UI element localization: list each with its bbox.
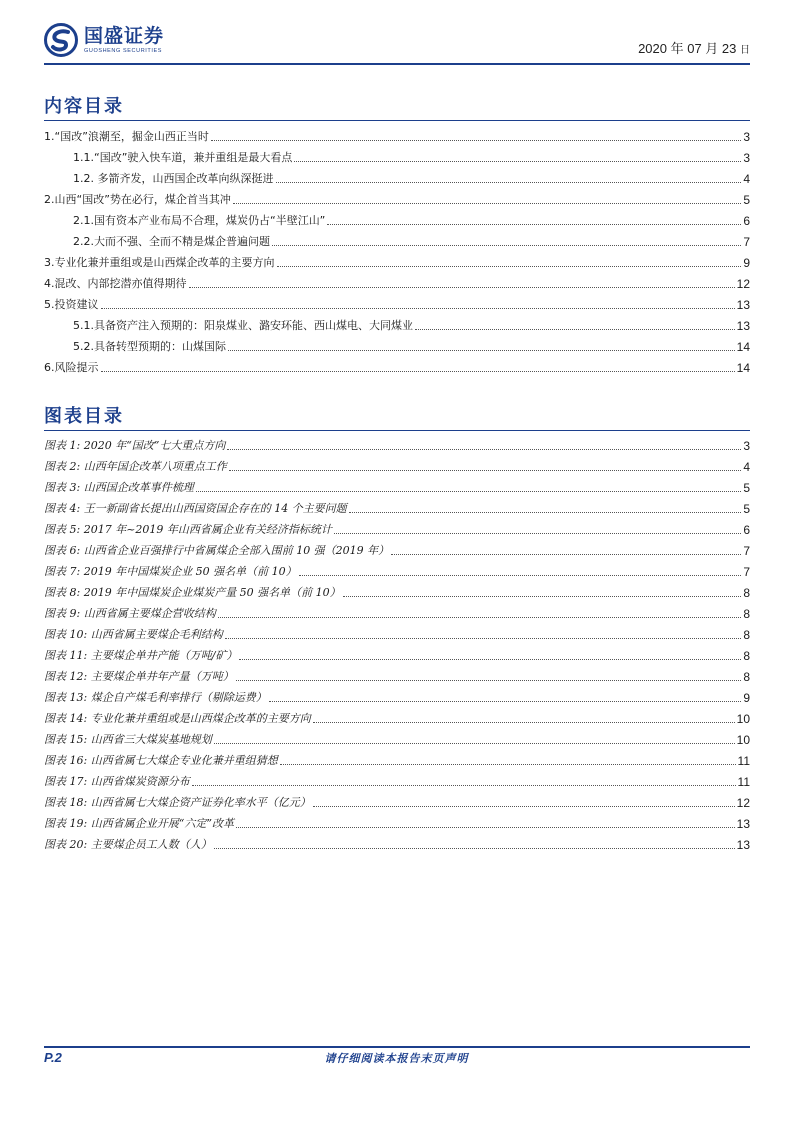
toc-entry-label: 2.2.大而不强、全而不精是煤企普遍问题 [73, 235, 270, 248]
figure-entry-page: 8 [743, 649, 750, 663]
toc-entry-label: 1.“国改”浪潮至，掘金山西正当时 [44, 130, 209, 143]
figure-entry-label: 图表 2: 山西年国企改革八项重点工作 [44, 460, 227, 473]
dot-leader [349, 512, 742, 513]
figure-entry[interactable] [44, 497, 750, 518]
toc-entry[interactable] [44, 125, 750, 146]
figure-entry[interactable] [44, 476, 750, 497]
toc-entry[interactable] [44, 293, 750, 314]
dot-leader [233, 203, 741, 204]
figure-entry[interactable] [44, 455, 750, 476]
dot-leader [211, 140, 741, 141]
figure-entry-label: 图表 18: 山西省属七大煤企资产证券化率水平（亿元） [44, 796, 311, 809]
figure-entry-page: 8 [743, 670, 750, 684]
figure-entry-page: 8 [743, 607, 750, 621]
figure-entry-page: 6 [743, 523, 750, 537]
figure-entry-page: 9 [743, 691, 750, 705]
figure-entry[interactable] [44, 770, 750, 791]
toc-entry[interactable] [44, 188, 750, 209]
toc-entry-page: 3 [743, 130, 750, 144]
dot-leader [229, 470, 742, 471]
dot-leader [236, 827, 735, 828]
figures-divider [44, 430, 750, 431]
toc-entry-label: 5.2.具备转型预期的：山煤国际 [73, 340, 226, 353]
figure-entry-page: 7 [743, 544, 750, 558]
figure-entry-label: 图表 11: 主要煤企单井产能（万吨/矿） [44, 649, 238, 662]
figure-entry-label: 图表 13: 煤企自产煤毛利率排行（剔除运费） [44, 691, 267, 704]
figures-list [44, 434, 750, 854]
dot-leader [299, 575, 742, 576]
toc-entry-page: 6 [743, 214, 750, 228]
toc-entry-label: 4.混改、内部挖潜亦值得期待 [44, 277, 187, 290]
figure-entry[interactable] [44, 686, 750, 707]
figure-entry-page: 10 [736, 733, 750, 747]
report-date-main: 2020 年 07 月 23 [638, 41, 737, 56]
figure-entry[interactable] [44, 707, 750, 728]
logo-name: 国盛证券 [84, 25, 165, 47]
figures-title: 图表目录 [44, 406, 124, 427]
toc-entry[interactable] [44, 146, 750, 167]
footer-divider [44, 1046, 750, 1048]
dot-leader [236, 680, 742, 681]
figure-entry[interactable] [44, 833, 750, 854]
toc-entry-label: 3.专业化兼并重组或是山西煤企改革的主要方向 [44, 256, 275, 269]
figure-entry-label: 图表 12: 主要煤企单井年产量（万吨） [44, 670, 234, 683]
toc-entry[interactable] [44, 167, 750, 188]
figure-entry-label: 图表 16: 山西省属七大煤企专业化兼并重组猜想 [44, 754, 278, 767]
toc-entry-label: 2.1.国有资本产业布局不合理，煤炭仍占“半壁江山” [73, 214, 326, 227]
figure-entry[interactable] [44, 581, 750, 602]
toc-entry[interactable] [44, 335, 750, 356]
toc-entry-label: 2.山西“国改”势在必行，煤企首当其冲 [44, 193, 231, 206]
figure-entry-label: 图表 6: 山西省企业百强排行中省属煤企全部入围前 10 强（2019 年） [44, 544, 390, 557]
figure-entry[interactable] [44, 623, 750, 644]
logo-icon [44, 23, 78, 57]
dot-leader [276, 182, 742, 183]
figure-entry-label: 图表 20: 主要煤企员工人数（人） [44, 838, 212, 851]
figure-entry-label: 图表 19: 山西省属企业开展“六定”改革 [44, 817, 234, 830]
header-divider [44, 63, 750, 65]
figure-entry-page: 13 [736, 838, 750, 852]
figure-entry[interactable] [44, 812, 750, 833]
report-date-suffix: 日 [740, 45, 750, 56]
toc-entry-label: 1.2. 多箭齐发，山西国企改革向纵深挺进 [73, 172, 274, 185]
figure-entry-page: 8 [743, 628, 750, 642]
dot-leader [343, 596, 742, 597]
figure-entry[interactable] [44, 791, 750, 812]
page-header [44, 20, 750, 60]
page-number: P.2 [44, 1050, 62, 1065]
dot-leader [101, 371, 735, 372]
dot-leader [228, 350, 735, 351]
figure-entry-page: 8 [743, 586, 750, 600]
toc-entry-page: 5 [743, 193, 750, 207]
figure-entry[interactable] [44, 434, 750, 455]
dot-leader [313, 806, 735, 807]
contents-list [44, 125, 750, 377]
figure-entry-page: 3 [743, 439, 750, 453]
toc-entry-page: 12 [736, 277, 750, 291]
figure-entry-label: 图表 10: 山西省属主要煤企毛利结构 [44, 628, 223, 641]
contents-divider [44, 120, 750, 121]
dot-leader [189, 287, 735, 288]
toc-entry-page: 14 [736, 361, 750, 375]
figure-entry-label: 图表 1: 2020 年“国改”七大重点方向 [44, 439, 226, 452]
report-date [638, 38, 750, 57]
toc-entry-page: 14 [736, 340, 750, 354]
figure-entry-label: 图表 17: 山西省煤炭资源分布 [44, 775, 190, 788]
figure-entry-label: 图表 14: 专业化兼并重组或是山西煤企改革的主要方向 [44, 712, 311, 725]
contents-title: 内容目录 [44, 96, 124, 117]
figure-entry-label: 图表 7: 2019 年中国煤炭企业 50 强名单（前 10） [44, 565, 297, 578]
toc-entry-page: 3 [743, 151, 750, 165]
figure-entry-page: 5 [743, 502, 750, 516]
figure-entry-page: 11 [737, 775, 750, 789]
toc-entry-page: 9 [743, 256, 750, 270]
toc-entry-label: 1.1.“国改”驶入快车道，兼并重组是最大看点 [73, 151, 293, 164]
figure-entry-label: 图表 5: 2017 年~2019 年山西省属企业有关经济指标统计 [44, 523, 332, 536]
dot-leader [269, 701, 742, 702]
toc-entry-page: 13 [736, 298, 750, 312]
toc-entry-page: 4 [743, 172, 750, 186]
figure-entry[interactable] [44, 518, 750, 539]
figure-entry-page: 7 [743, 565, 750, 579]
dot-leader [415, 329, 735, 330]
toc-entry-page: 13 [736, 319, 750, 333]
company-logo [44, 20, 164, 60]
dot-leader [225, 638, 742, 639]
disclaimer-text: 请仔细阅读本报告末页声明 [324, 1052, 469, 1065]
dot-leader [334, 533, 741, 534]
dot-leader [280, 764, 736, 765]
dot-leader [227, 449, 741, 450]
figure-entry-page: 11 [737, 754, 750, 768]
toc-entry[interactable] [44, 356, 750, 377]
figure-entry-page: 13 [736, 817, 750, 831]
figure-entry-label: 图表 9: 山西省属主要煤企营收结构 [44, 607, 216, 620]
figure-entry[interactable] [44, 539, 750, 560]
toc-entry[interactable] [44, 272, 750, 293]
figure-entry[interactable] [44, 749, 750, 770]
figure-entry[interactable] [44, 644, 750, 665]
dot-leader [294, 161, 741, 162]
figure-entry-label: 图表 4: 王一新副省长提出山西国资国企存在的 14 个主要问题 [44, 502, 347, 515]
toc-entry[interactable] [44, 314, 750, 335]
dot-leader [277, 266, 742, 267]
toc-entry-label: 5.1.具备资产注入预期的：阳泉煤业、潞安环能、西山煤电、大同煤业 [73, 319, 413, 332]
dot-leader [272, 245, 741, 246]
toc-entry[interactable] [44, 209, 750, 230]
toc-entry[interactable] [44, 230, 750, 251]
toc-entry-page: 7 [743, 235, 750, 249]
figure-entry-label: 图表 3: 山西国企改革事件梳理 [44, 481, 194, 494]
figure-entry-label: 图表 8: 2019 年中国煤炭企业煤炭产量 50 强名单（前 10） [44, 586, 341, 599]
dot-leader [214, 848, 735, 849]
figure-entry[interactable] [44, 728, 750, 749]
dot-leader [192, 785, 736, 786]
dot-leader [391, 554, 741, 555]
figure-entry-page: 4 [743, 460, 750, 474]
figure-entry-page: 5 [743, 481, 750, 495]
figure-entry-label: 图表 15: 山西省三大煤炭基地规划 [44, 733, 212, 746]
dot-leader [327, 224, 741, 225]
figure-entry-page: 10 [736, 712, 750, 726]
toc-entry-label: 6.风险提示 [44, 361, 99, 374]
figure-entry-page: 12 [736, 796, 750, 810]
dot-leader [218, 617, 742, 618]
figure-entry[interactable] [44, 602, 750, 623]
dot-leader [239, 659, 741, 660]
dot-leader [214, 743, 735, 744]
toc-entry-label: 5.投资建议 [44, 298, 99, 311]
dot-leader [313, 722, 735, 723]
dot-leader [101, 308, 735, 309]
toc-entry[interactable] [44, 251, 750, 272]
figure-entry[interactable] [44, 560, 750, 581]
logo-name-english: GUOSHENG SECURITIES [84, 48, 163, 54]
dot-leader [196, 491, 742, 492]
figure-entry[interactable] [44, 665, 750, 686]
